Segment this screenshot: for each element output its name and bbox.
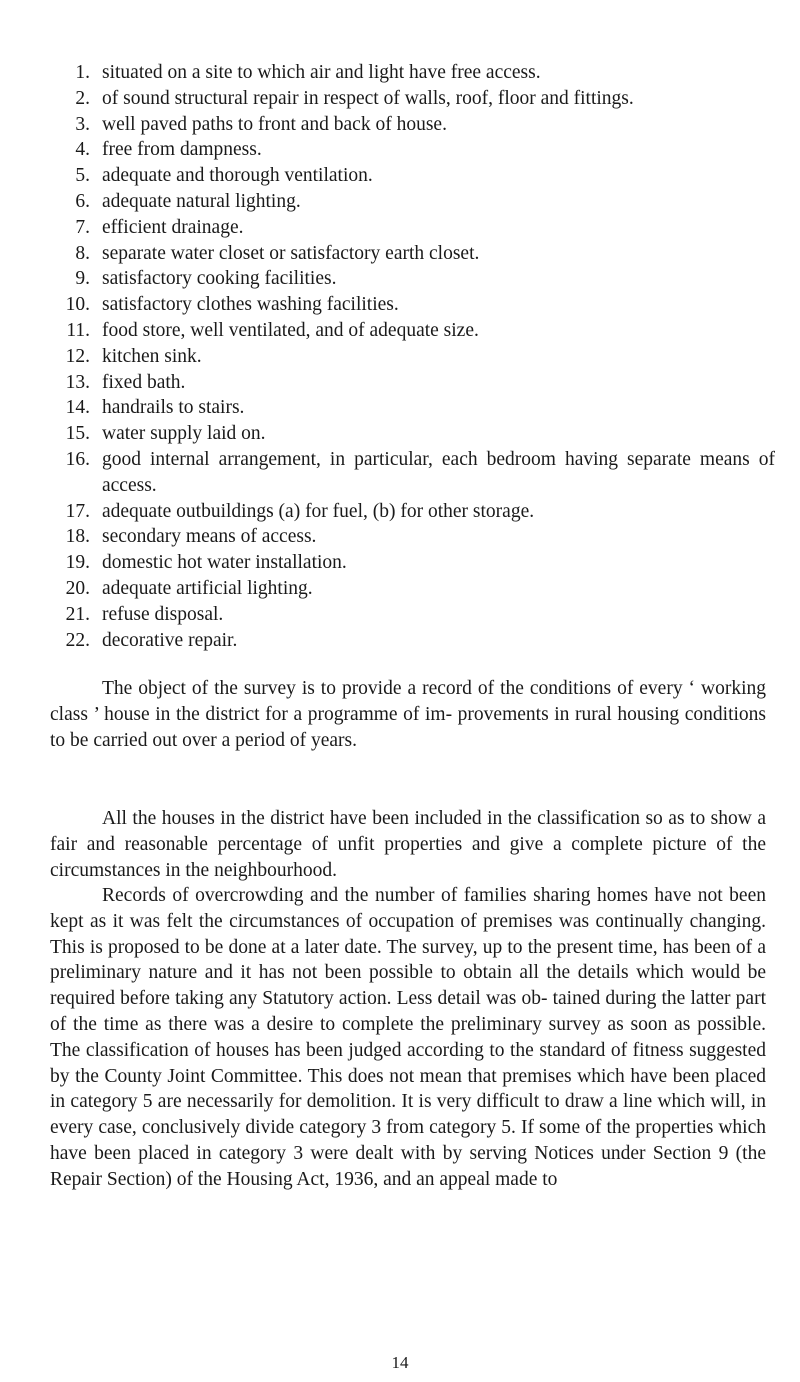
item-number: 17. [65,500,90,522]
item-text: free from dampness. [102,139,262,161]
item-number: 3. [75,113,90,135]
paragraph-survey-object: The object of the survey is to provide a record of the conditions of every ‘ working class ’ house in the district for a programme of im- provements in rural housing conditions to be carried out over a period of years. [50,678,766,751]
item-number: 10. [65,294,90,316]
item-number: 1. [75,62,90,83]
list-item [50,499,775,525]
item-number: 21. [65,603,90,625]
item-text: adequate outbuildings (a) for fuel, (b) for other storage. [102,500,535,522]
item-number: 16. [65,448,90,470]
list-item [50,241,775,267]
item-text: adequate and thorough ventilation. [102,165,373,187]
item-number: 20. [65,577,90,599]
page-number: 14 [391,1353,409,1372]
list-item [50,215,775,241]
list-item [50,550,775,576]
paragraph-classification: All the houses in the district have been included in the classification so as to show a fair and reasonable percentage of unfit properties and give a complete picture of the circumstances in the neighbourhood. [50,808,766,881]
paragraph-overcrowding-records: Records of overcrowding and the number of families sharing homes have not been kept as it was felt the circumstances of occupation of premises was continually changing. This is proposed to be done at a later date. The survey, up to the present time, has been of a preliminary nature and it has not been possible to obtain all the details which would be required before taking any Statutory action. Less detail was ob- tained during the latter part of the time as there was a desire to complete the preliminary survey as soon as possible. The classification of houses has been judged according to the standard of fitness suggested by the County Joint Committee. This does not mean that premises which have been placed in category 5 are necessarily for demolition. It is very difficult to draw a line which will, in every case, conclusively divide category 3 from category 5. If some of the properties which have been placed in category 3 were dealt with by serving Notices under Section 9 (the Repair Section) of the Housing Act, 1936, and an appeal made to [50,885,766,1190]
item-number: 22. [65,629,90,651]
list-item [50,60,775,86]
list-item [50,370,775,396]
item-text: kitchen sink. [102,345,202,367]
item-text: refuse disposal. [102,603,224,625]
item-number: 19. [65,552,90,574]
item-text: of sound structural repair in respect of walls, roof, floor and fittings. [102,87,634,109]
list-item [50,576,775,602]
item-text: food store, well ventilated, and of adequate size. [102,319,479,341]
item-text: satisfactory cooking facilities. [102,268,337,290]
list-item [50,112,775,138]
item-text: separate water closet or satisfactory earth closet. [102,242,480,264]
item-number: 7. [75,216,90,238]
item-number: 9. [75,268,90,290]
item-text: water supply laid on. [102,423,266,445]
list-item [50,421,775,447]
item-text: efficient drainage. [102,216,244,238]
list-item [50,344,775,370]
list-item [50,137,775,163]
item-text: secondary means of access. [102,526,317,548]
item-text: situated on a site to which air and light have free access. [102,62,541,83]
item-number: 8. [75,242,90,264]
list-item [50,628,775,654]
list-item [50,86,775,112]
fitness-requirements-list [50,60,775,653]
list-item [50,602,775,628]
item-number: 15. [65,423,90,445]
item-text: adequate natural lighting. [102,190,301,212]
list-item [50,524,775,550]
list-item [50,189,775,215]
list-item [50,266,775,292]
list-item [50,395,775,421]
item-number: 11. [66,319,90,341]
item-text: decorative repair. [102,629,238,651]
list-item [50,318,775,344]
item-number: 18. [65,526,90,548]
item-text: adequate artificial lighting. [102,577,313,599]
item-text: handrails to stairs. [102,397,245,419]
item-number: 6. [75,190,90,212]
item-number: 14. [65,397,90,419]
item-text: good internal arrangement, in particular, each bedroom having separate means of access. [102,448,775,496]
item-number: 2. [75,87,90,109]
item-text: fixed bath. [102,371,186,393]
item-number: 12. [65,345,90,367]
item-number: 13. [65,371,90,393]
item-text: domestic hot water installation. [102,552,347,574]
item-number: 5. [75,165,90,187]
item-number: 4. [75,139,90,161]
list-item [50,163,775,189]
item-text: well paved paths to front and back of house. [102,113,447,135]
list-item [50,447,775,499]
item-text: satisfactory clothes washing facilities. [102,294,399,316]
list-item [50,292,775,318]
